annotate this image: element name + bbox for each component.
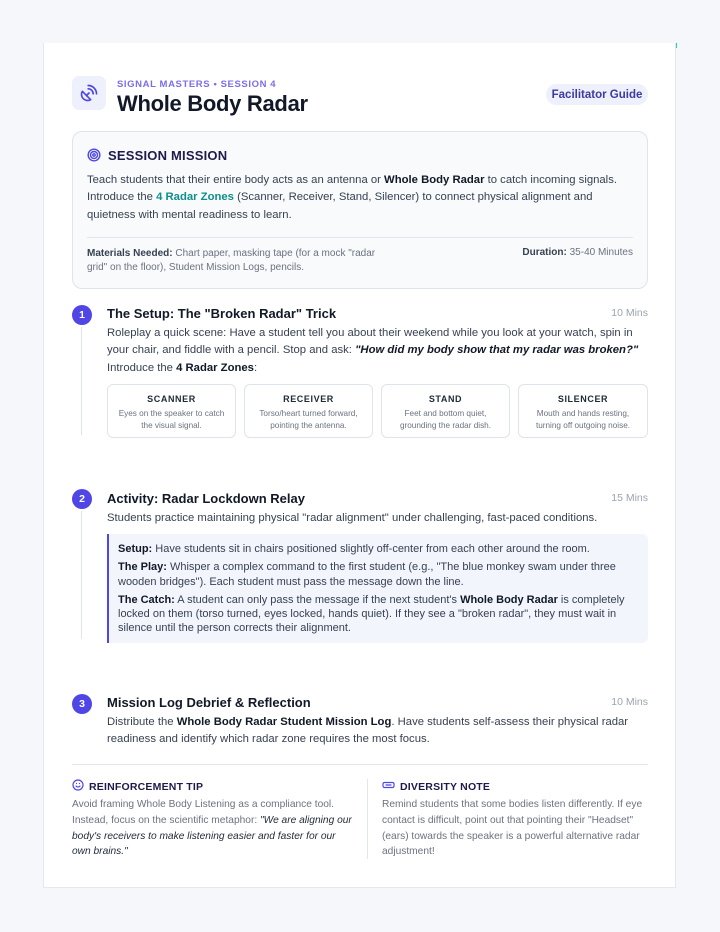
relay-setup: Setup: Have students sit in chairs positioned slightly off-center from each other around the room. [118,543,590,555]
session-mission-card [72,131,648,289]
session-duration: Duration: 35-40 Minutes [522,247,633,258]
diversity-note-heading [382,779,490,794]
target-icon [87,148,101,167]
zone-name: SILENCER [557,394,609,404]
relay-play: The Play: Whisper a complex command to the first student (e.g., "The blue monkey swam under three wooden bridges"). Each student must pass the message down the line. [118,561,616,588]
step-2-time: 15 Mins [611,492,648,504]
diversity-note-body: Remind students that some bodies listen differently. If eye contact is difficult, point out that pointing their "Headset" (ears) towards the speaker is a powerful alternative radar adjustment! [382,799,643,858]
step-2-body: Students practice maintaining physical "radar alignment" under challenging, fast-paced conditions. [107,512,598,524]
step-1-time: 10 Mins [611,307,648,319]
step-connector [81,327,82,435]
page-title: Whole Body Radar [117,91,308,116]
step-1-title: The Setup: The "Broken Radar" Trick [107,306,337,321]
step-3-body: Distribute the Whole Body Radar Student Mission Log. Have students self-assess their physical radar readiness and identify which radar zone requires the most focus. [107,716,629,746]
step-number-1: 1 [72,305,92,325]
mission-description: Teach students that their entire body acts as an antenna or Whole Body Radar to catch incoming signals. Introduce the 4 Radar Zones (Scanner, Receiver, Stand, Silencer) to connect physical alignment and quietness with mental readiness to learn. [87,174,617,221]
smile-icon [72,779,84,794]
tips-divider [72,764,648,765]
facilitator-guide-badge: Facilitator Guide [546,84,648,105]
radar-zone-stand [381,384,510,438]
step-1-body: Roleplay a quick scene: Have a student tell you about their weekend while you look at your watch, spin in your chair, and fiddle with a pencil. Stop and ask: "How did my body show that my radar was broken?" Introduce the 4 Radar Zones: [107,327,639,374]
diversity-note-label: DIVERSITY NOTE [400,780,491,793]
zone-description: Eyes on the speaker to catch the visual signal. [118,409,225,431]
zone-name: RECEIVER [283,394,334,404]
relay-instructions-box [107,534,648,643]
satellite-dish-icon [72,76,106,110]
reinforcement-tip-body: Avoid framing Whole Body Listening as a compliance tool. Instead, focus on the scientific metaphor: "We are aligning our body's receivers to make listening easier and faster for our own brains." [72,799,352,858]
step-3-title: Mission Log Debrief & Reflection [107,695,311,710]
session-eyebrow: SIGNAL MASTERS • SESSION 4 [117,79,277,90]
tips-column-divider [367,779,368,859]
zone-description: Torso/heart turned forward, pointing the antenna. [259,409,358,431]
step-2-title: Activity: Radar Lockdown Relay [107,491,305,506]
zone-name: STAND [428,394,463,404]
zone-description: Mouth and hands resting, turning off outgoing noise. [535,409,631,431]
radar-zone-receiver [244,384,373,438]
step-number-2: 2 [72,489,92,509]
zone-name: SCANNER [147,394,196,404]
mission-heading: SESSION MISSION [108,148,228,163]
zone-description: Feet and bottom quiet, grounding the radar dish. [399,409,492,431]
relay-catch: The Catch: A student can only pass the message if the next student's Whole Body Radar is completely locked on them (torso turned, eyes locked, hands quiet). If they see a "broken radar", they must wait in silence until the person corrects their alignment. [118,593,625,635]
radar-zone-scanner [107,384,236,438]
materials-needed: Materials Needed: Chart paper, masking tape (for a mock "radar grid" on the floor), Student Mission Logs, pencils. [87,248,376,274]
step-3-time: 10 Mins [611,696,648,708]
headset-icon [382,779,395,794]
step-connector [81,511,82,639]
step-number-3: 3 [72,694,92,714]
mission-divider [87,237,633,238]
radar-zone-silencer [518,384,648,438]
reinforcement-tip-heading [72,779,203,794]
reinforcement-tip-label: REINFORCEMENT TIP [89,780,204,793]
